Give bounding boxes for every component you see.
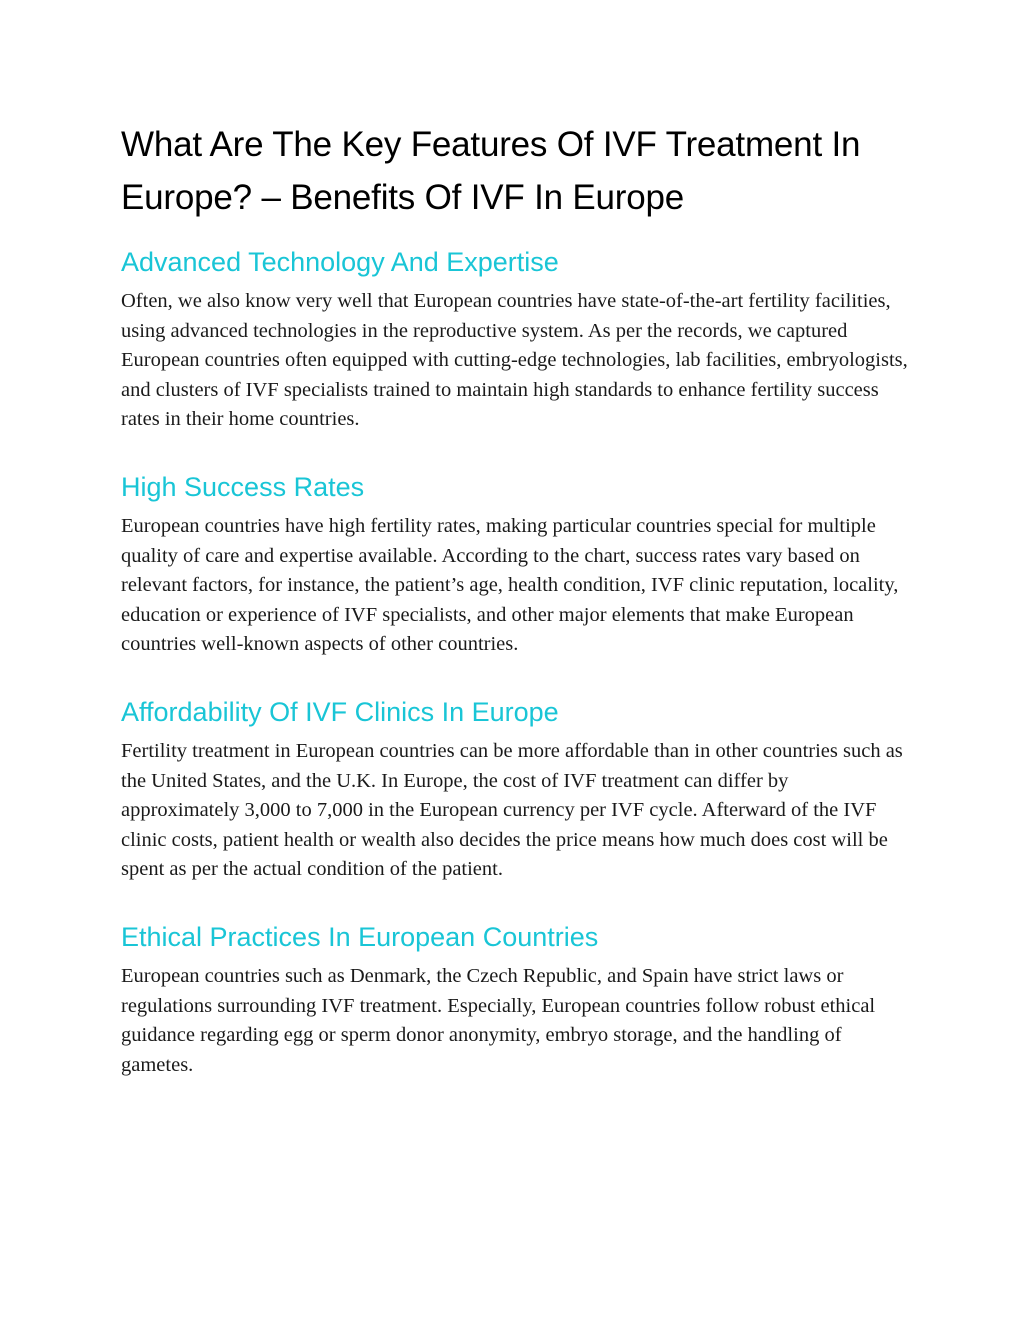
document-title: What Are The Key Features Of IVF Treatment In Europe? – Benefits Of IVF In Europe [121,125,861,217]
section-ethical-practices [121,917,911,1080]
section-high-success-rates [121,467,911,660]
section-affordability [121,692,911,885]
section-paragraph: European countries have high fertility rates, making particular countries special for multiple quality of care and expertise available. According to the chart, success rates vary based on relevant factors, for instance, the patient’s age, health condition, IVF clinic reputation, locality, education or experience of IVF specialists, and other major elements that make European countries well-known aspects of other countries. [121,514,899,656]
section-paragraph: Fertility treatment in European countries can be more affordable than in other countries such as the United States, and the U.K. In Europe, the cost of IVF treatment can differ by approximately 3,000 to 7,000 in the European currency per IVF cycle. Afterward of the IVF clinic costs, patient health or wealth also decides the price means how much does cost will be spent as per the actual condition of the patient. [121,739,903,881]
section-heading: High Success Rates [121,471,365,502]
section-paragraph: European countries such as Denmark, the Czech Republic, and Spain have strict laws or regulations surrounding IVF treatment. Especially, European countries follow robust ethical guidance regarding egg or sperm donor anonymity, embryo storage, and the handling of gametes. [121,964,876,1076]
section-heading: Advanced Technology And Expertise [121,247,559,277]
document-page [121,118,911,1112]
section-advanced-technology [121,242,911,435]
section-heading: Affordability Of IVF Clinics In Europe [121,696,559,727]
section-paragraph: Often, we also know very well that European countries have state-of-the-art fertility facilities, using advanced technologies in the reproductive system. As per the records, we captured European countries often equipped with cutting-edge technologies, lab facilities, embryologists, and clusters of IVF specialists trained to maintain high standards to enhance fertility success rates in their home countries. [121,290,908,431]
section-heading: Ethical Practices In European Countries [121,921,599,952]
